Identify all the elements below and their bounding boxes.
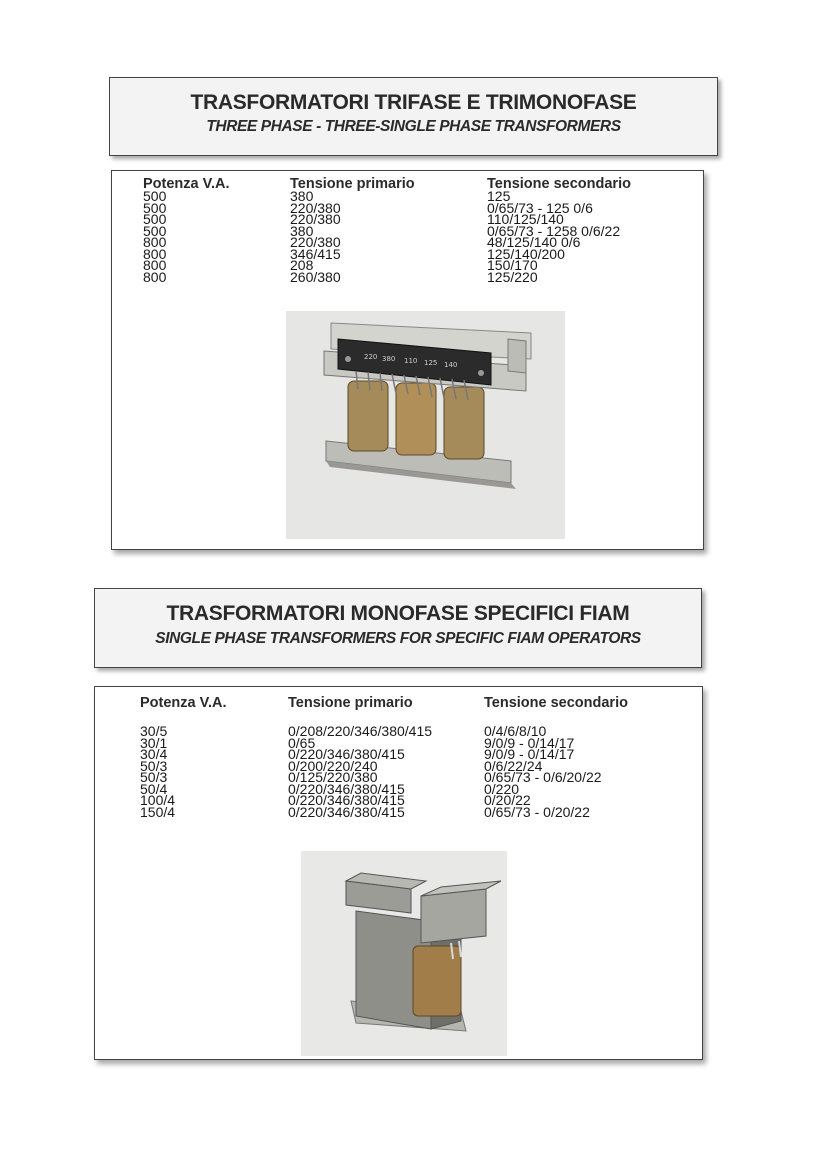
table-cell: 0/6/22/24 (484, 757, 543, 774)
terminal-label: 220 (364, 353, 378, 361)
section1-header-power: Potenza V.A. (143, 176, 230, 192)
table-cell: 0/220/346/380/415 (288, 803, 405, 820)
terminal-label: 380 (382, 355, 396, 363)
section1-subtitle: THREE PHASE - THREE-SINGLE PHASE TRANSFORMERS (206, 118, 621, 135)
section2-col-secondary (484, 696, 628, 818)
transformer-illustration (301, 851, 507, 1056)
table-cell: 0/208/220/346/380/415 (288, 723, 433, 739)
section1-header-primary: Tensione primario (290, 176, 415, 192)
table-cell: 220/380 (290, 234, 341, 250)
table-cell: 50/3 (140, 757, 168, 774)
table-cell: 150/4 (140, 803, 176, 820)
table-cell: 0/220/346/380/415 (288, 746, 405, 762)
table-cell: 0/65/73 - 0/6/20/22 (484, 769, 602, 785)
section2-col-primary (288, 696, 432, 818)
table-cell: 50/4 (140, 780, 168, 797)
section1-title: TRASFORMATORI TRIFASE E TRIMONOFASE (190, 91, 637, 114)
table-cell: 0/65/73 - 125 0/6 (487, 199, 593, 216)
table-cell: 125/140/200 (487, 245, 565, 262)
table-cell: 800 (143, 234, 167, 250)
terminal-label: 110 (404, 357, 418, 365)
table-cell: 500 (143, 222, 167, 239)
table-cell: 125/220 (487, 268, 538, 285)
table-cell: 9/0/9 - 0/14/17 (484, 746, 575, 762)
single-phase-transformer-photo (301, 851, 507, 1056)
table-cell: 48/125/140 0/6 (487, 234, 581, 250)
section1-col-primary (290, 177, 415, 283)
table-cell: 0/65 (288, 734, 316, 751)
table-cell: 380 (290, 222, 314, 239)
table-cell: 220/380 (290, 211, 341, 227)
table-cell: 0/220/346/380/415 (288, 792, 405, 808)
table-cell: 125 (487, 188, 511, 204)
section2-title-box (94, 588, 702, 668)
section1-panel (111, 170, 704, 550)
table-cell: 500 (143, 211, 167, 227)
table-cell: 260/380 (290, 268, 341, 285)
table-cell: 0/65/73 - 0/20/22 (484, 803, 590, 820)
table-cell: 500 (143, 199, 167, 216)
table-cell: 800 (143, 257, 167, 273)
table-cell: 500 (143, 188, 167, 204)
section2-header-secondary: Tensione secondario (484, 695, 628, 711)
terminal-label: 140 (444, 361, 458, 369)
table-cell: 30/1 (140, 734, 168, 751)
section1-col-secondary (487, 177, 631, 283)
table-cell: 380 (290, 188, 314, 204)
table-cell: 800 (143, 245, 167, 262)
section2-header-power: Potenza V.A. (140, 695, 227, 711)
table-cell: 346/415 (290, 245, 341, 262)
table-cell: 100/4 (140, 792, 176, 808)
terminal-label: 125 (424, 359, 438, 367)
section1-header-secondary: Tensione secondario (487, 176, 631, 192)
section2-col-power (140, 696, 227, 818)
table-cell: 220/380 (290, 199, 341, 216)
table-cell: 0/65/73 - 1258 0/6/22 (487, 222, 621, 239)
section2-subtitle: SINGLE PHASE TRANSFORMERS FOR SPECIFIC FIAM OPERATORS (155, 630, 641, 647)
table-cell: 0/200/220/240 (288, 757, 378, 774)
table-cell: 30/5 (140, 723, 168, 739)
section2-title: TRASFORMATORI MONOFASE SPECIFICI FIAM (166, 602, 630, 625)
section1-col-power (143, 177, 230, 283)
table-cell: 0/20/22 (484, 792, 531, 808)
table-cell: 50/3 (140, 769, 168, 785)
table-cell: 0/125/220/380 (288, 769, 378, 785)
section2-panel (94, 686, 703, 1060)
section1-title-box (109, 77, 718, 156)
table-cell: 9/0/9 - 0/14/17 (484, 734, 575, 751)
section2-header-primary: Tensione primario (288, 695, 413, 711)
table-cell: 0/220/346/380/415 (288, 780, 405, 797)
transformer-illustration (286, 311, 565, 539)
table-cell: 110/125/140 (487, 211, 564, 227)
table-cell: 150/170 (487, 257, 538, 273)
table-cell: 0/4/6/8/10 (484, 723, 547, 739)
table-cell: 0/220 (484, 780, 520, 797)
table-cell: 30/4 (140, 746, 168, 762)
table-cell: 208 (290, 257, 314, 273)
table-cell: 800 (143, 268, 167, 285)
three-phase-transformer-photo (286, 311, 565, 539)
